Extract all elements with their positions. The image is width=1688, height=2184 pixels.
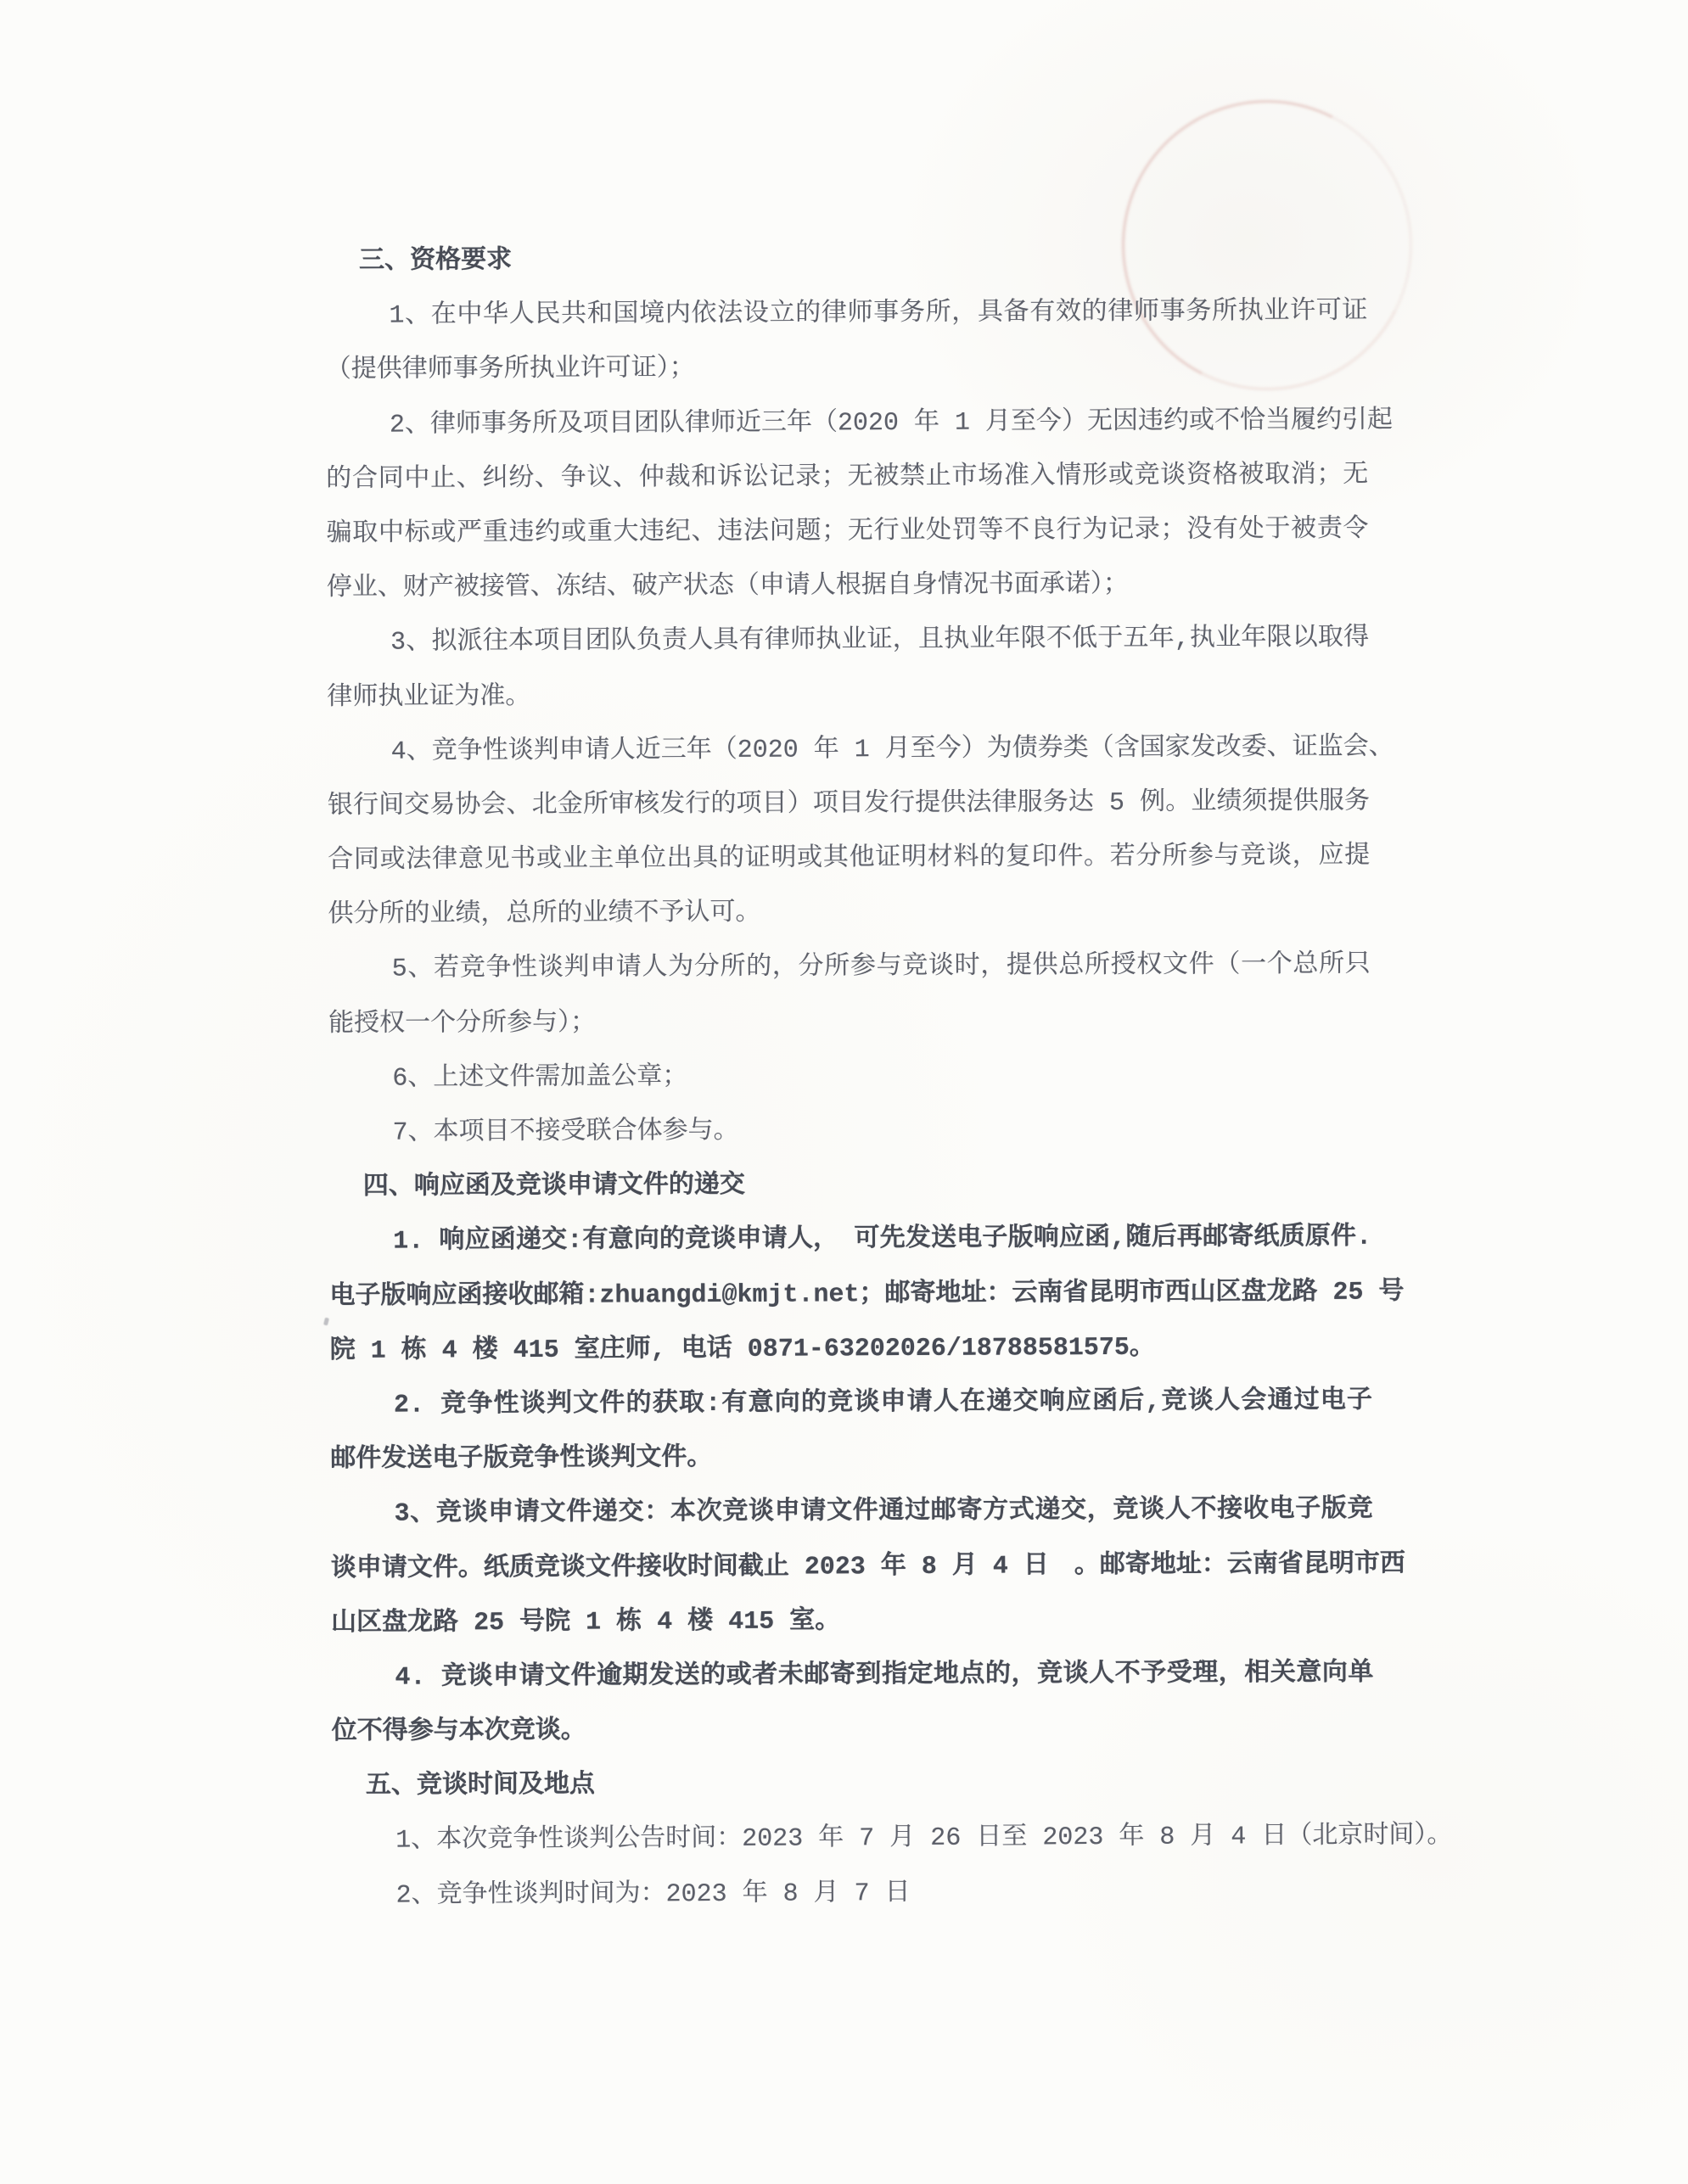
doc-line: 2. 竞争性谈判文件的获取:有意向的竞谈申请人在递交响应函后,竞谈人会通过电子	[393, 1386, 1373, 1420]
doc-line-announcement-time: 1、本次竞争性谈判公告时间：2023 年 7 月 26 日至 2023 年 8 月 4 日（北京时间）。	[395, 1822, 1453, 1856]
doc-line-phone: 院 1 栋 4 楼 415 室庄师, 电话 0871-63202026/18788581575。	[329, 1333, 1155, 1366]
doc-line: （提供律师事务所执业许可证）；	[325, 355, 695, 386]
doc-line: 的合同中止、纠纷、争议、仲裁和诉讼记录；无被禁止市场准入情形或竞谈资格被取消；无	[326, 461, 1369, 495]
doc-line: 3、拟派往本项目团队负责人具有律师执业证，且执业年限不低于五年,执业年限以取得	[390, 624, 1370, 658]
doc-line: 6、上述文件需加盖公章；	[392, 1062, 688, 1094]
doc-line: 3、竞谈申请文件递交：本次竞谈申请文件通过邮寄方式递交，竞谈人不接收电子版竞	[394, 1495, 1373, 1529]
scan-speck	[323, 1318, 329, 1326]
doc-line: 1. 响应函递交:有意向的竞谈申请人， 可先发送电子版响应函,随后再邮寄纸质原件.	[393, 1224, 1372, 1257]
doc-line: 能授权一个分所参与）；	[328, 1009, 597, 1039]
doc-line: 骗取中标或严重违约或重大违纪、违法问题；无行业处罚等不良行为记录；没有处于被责令	[326, 515, 1369, 549]
doc-line-deadline: 谈申请文件。纸质竞谈文件接收时间截止 2023 年 8 月 4 日 。邮寄地址：云南省昆明市西	[330, 1549, 1405, 1584]
doc-line: 5、若竞争性谈判申请人为分所的，分所参与竞谈时，提供总所授权文件（一个总所只	[391, 951, 1371, 985]
doc-line: 4. 竞谈申请文件逾期发送的或者未邮寄到指定地点的，竞谈人不予受理，相关意向单	[395, 1659, 1374, 1693]
doc-line: 2、律师事务所及项目团队律师近三年（2020 年 1 月至今）无因违约或不恰当履约引起	[389, 406, 1394, 440]
doc-line: 合同或法律意见书或业主单位出具的证明或其他证明材料的复印件。若分所参与竞谈，应提	[328, 842, 1371, 876]
doc-line: 1、在中华人民共和国境内依法设立的律师事务所，具备有效的律师事务所执业许可证	[389, 297, 1368, 331]
section-3-heading: 三、资格要求	[359, 247, 513, 277]
doc-line: 停业、财产被接管、冻结、破产状态（申请人根据自身情况书面承诺）；	[326, 570, 1129, 604]
doc-line-negotiation-time: 2、竞争性谈判时间为：2023 年 8 月 7 日	[395, 1879, 911, 1911]
doc-line: 4、竞争性谈判申请人近三年（2020 年 1 月至今）为债券类（含国家发改委、证监会、	[390, 733, 1394, 767]
doc-line: 山区盘龙路 25 号院 1 栋 4 楼 415 室。	[331, 1607, 841, 1638]
doc-line: 律师执业证为准。	[327, 682, 531, 713]
doc-line: 银行间交易协会、北金所审核发行的项目）项目发行提供法律服务达 5 例。业绩须提供服务	[327, 787, 1371, 821]
doc-line: 供分所的业绩，总所的业绩不予认可。	[328, 899, 761, 931]
doc-line-email-address: 电子版响应函接收邮箱:zhuangdi@kmjt.net；邮寄地址：云南省昆明市西山区盘龙路 25 号	[329, 1278, 1405, 1312]
section-5-heading: 五、竞谈时间及地点	[365, 1771, 596, 1802]
doc-line: 位不得参与本次竞谈。	[331, 1716, 586, 1748]
doc-line: 邮件发送电子版竞争性谈判文件。	[330, 1444, 713, 1476]
document-text-block	[325, 231, 1453, 1924]
section-4-heading: 四、响应函及竞谈申请文件的递交	[362, 1172, 745, 1203]
doc-line: 7、本项目不接受联合体参与。	[392, 1117, 739, 1148]
